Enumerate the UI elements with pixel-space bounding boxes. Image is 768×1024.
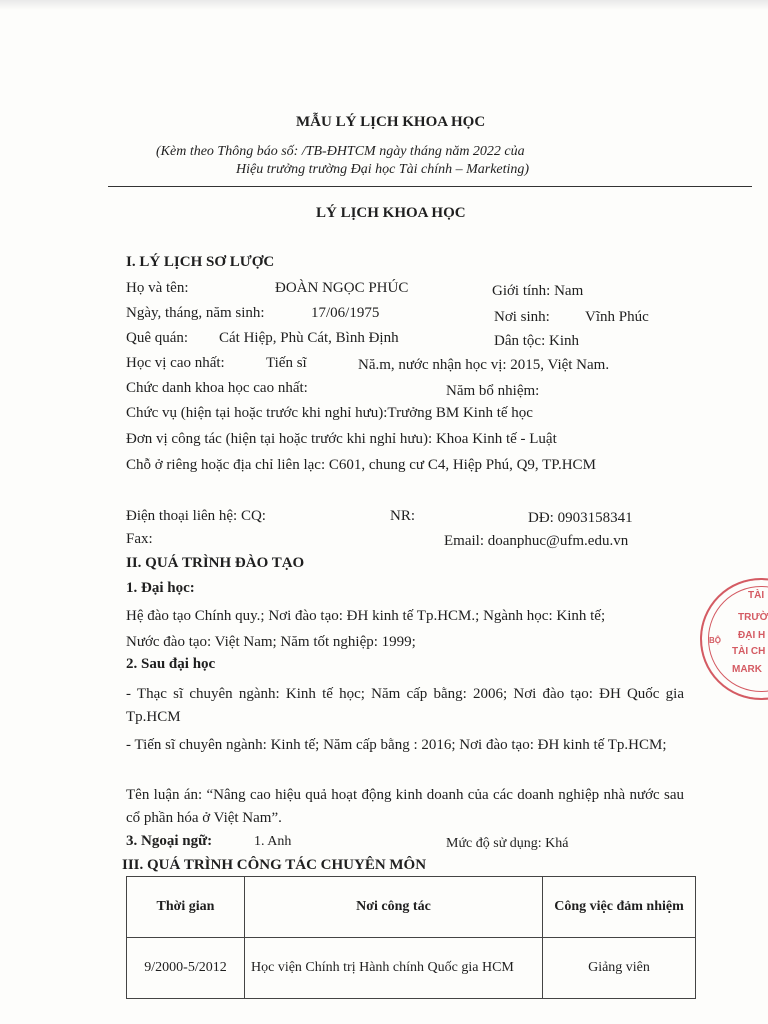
language-value: 1. Anh	[254, 834, 292, 849]
gender: Giới tính: Nam	[492, 283, 584, 299]
stamp-text-2: TRƯỜ	[738, 612, 768, 623]
home-phone-label: NR:	[390, 508, 416, 524]
university-stamp	[700, 578, 768, 700]
table-header-row	[127, 877, 696, 938]
header-divider	[108, 186, 752, 187]
undergrad-heading: 1. Đại học:	[126, 580, 195, 596]
email: Email: doanphuc@ufm.edu.vn	[444, 533, 629, 549]
row-time: 9/2000-5/2012	[127, 938, 245, 999]
address: Chỗ ở riêng hoặc địa chỉ liên lạc: C601, chung cư C4, Hiệp Phú, Q9, TP.HCM	[126, 457, 596, 473]
row-role: Giảng viên	[543, 938, 696, 999]
scan-edge	[0, 0, 768, 10]
dob-label: Ngày, tháng, năm sinh:	[126, 305, 265, 321]
section-3-heading: III. QUÁ TRÌNH CÔNG TÁC CHUYÊN MÔN	[122, 857, 427, 873]
section-1-heading: I. LÝ LỊCH SƠ LƯỢC	[126, 254, 275, 270]
document-title: LÝ LỊCH KHOA HỌC	[316, 205, 466, 221]
phd-info: - Tiến sĩ chuyên ngành: Kinh tế; Năm cấp bằng : 2016; Nơi đào tạo: ĐH kinh tế Tp.HCM;	[126, 737, 667, 753]
position: Chức vụ (hiện tại hoặc trước khi nghỉ hưu):Trưởng BM Kinh tế học	[126, 405, 533, 421]
thesis-title: Tên luận án: “Nâng cao hiệu quả hoạt động kinh doanh của các doanh nghiệp nhà nước sau cổ phần hóa ở Việt Nam”.	[126, 787, 684, 826]
form-subtitle-line2: Hiệu trưởng trường Đại học Tài chính – Marketing)	[236, 162, 530, 177]
phone-label: Điện thoại liên hệ: CQ:	[126, 508, 266, 524]
mobile-phone: DĐ: 0903158341	[528, 510, 633, 526]
stamp-text-3: ĐẠI H	[738, 630, 766, 641]
undergrad-line2: Nước đào tạo: Việt Nam; Năm tốt nghiệp: 1999;	[126, 634, 416, 650]
hometown-label: Quê quán:	[126, 330, 189, 346]
name-label: Họ và tên:	[126, 280, 189, 296]
hometown-value: Cát Hiệp, Phù Cát, Bình Định	[219, 330, 399, 346]
work-history-table	[126, 876, 696, 999]
table-row	[127, 938, 696, 999]
form-title: MẪU LÝ LỊCH KHOA HỌC	[296, 114, 486, 130]
name-value: ĐOÀN NGỌC PHÚC	[275, 280, 409, 296]
col-time-header: Thời gian	[127, 877, 245, 938]
col-place-header: Nơi công tác	[245, 877, 543, 938]
form-subtitle-line1: (Kèm theo Thông báo số: /TB-ĐHTCM ngày tháng năm 2022 của	[156, 144, 525, 159]
degree-year: Nă.m, nước nhận học vị: 2015, Việt Nam.	[358, 357, 610, 373]
stamp-text-4: TÀI CH	[732, 646, 766, 657]
language-level: Mức độ sử dụng: Khá	[446, 836, 569, 851]
undergrad-line1: Hệ đào tạo Chính quy.; Nơi đào tạo: ĐH kinh tế Tp.HCM.; Ngành học: Kinh tế;	[126, 608, 606, 624]
pob-label: Nơi sinh:	[494, 309, 550, 325]
appointed-year-label: Năm bổ nhiệm:	[446, 383, 540, 399]
ethnic: Dân tộc: Kinh	[494, 333, 579, 349]
degree-value: Tiến sĩ	[266, 355, 307, 371]
postgrad-heading: 2. Sau đại học	[126, 656, 216, 672]
degree-label: Học vị cao nhất:	[126, 355, 225, 371]
language-label: 3. Ngoại ngữ:	[126, 833, 213, 849]
dob-value: 17/06/1975	[311, 305, 380, 321]
stamp-text-side: BỘ	[709, 636, 721, 645]
science-title-label: Chức danh khoa học cao nhất:	[126, 380, 308, 396]
section-2-heading: II. QUÁ TRÌNH ĐÀO TẠO	[126, 555, 305, 571]
pob-value: Vĩnh Phúc	[585, 309, 649, 325]
master-info: - Thạc sĩ chuyên ngành: Kinh tế học; Năm cấp bằng: 2006; Nơi đào tạo: ĐH Quốc gia Tp.HCM	[126, 686, 684, 725]
col-role-header: Công việc đảm nhiệm	[543, 877, 696, 938]
stamp-text-5: MARK	[732, 664, 762, 675]
row-place: Học viện Chính trị Hành chính Quốc gia HCM	[245, 938, 543, 999]
work-unit: Đơn vị công tác (hiện tại hoặc trước khi nghỉ hưu): Khoa Kinh tế - Luật	[126, 431, 557, 447]
fax-label: Fax:	[126, 531, 153, 547]
stamp-text-1: TÀI	[748, 590, 765, 601]
